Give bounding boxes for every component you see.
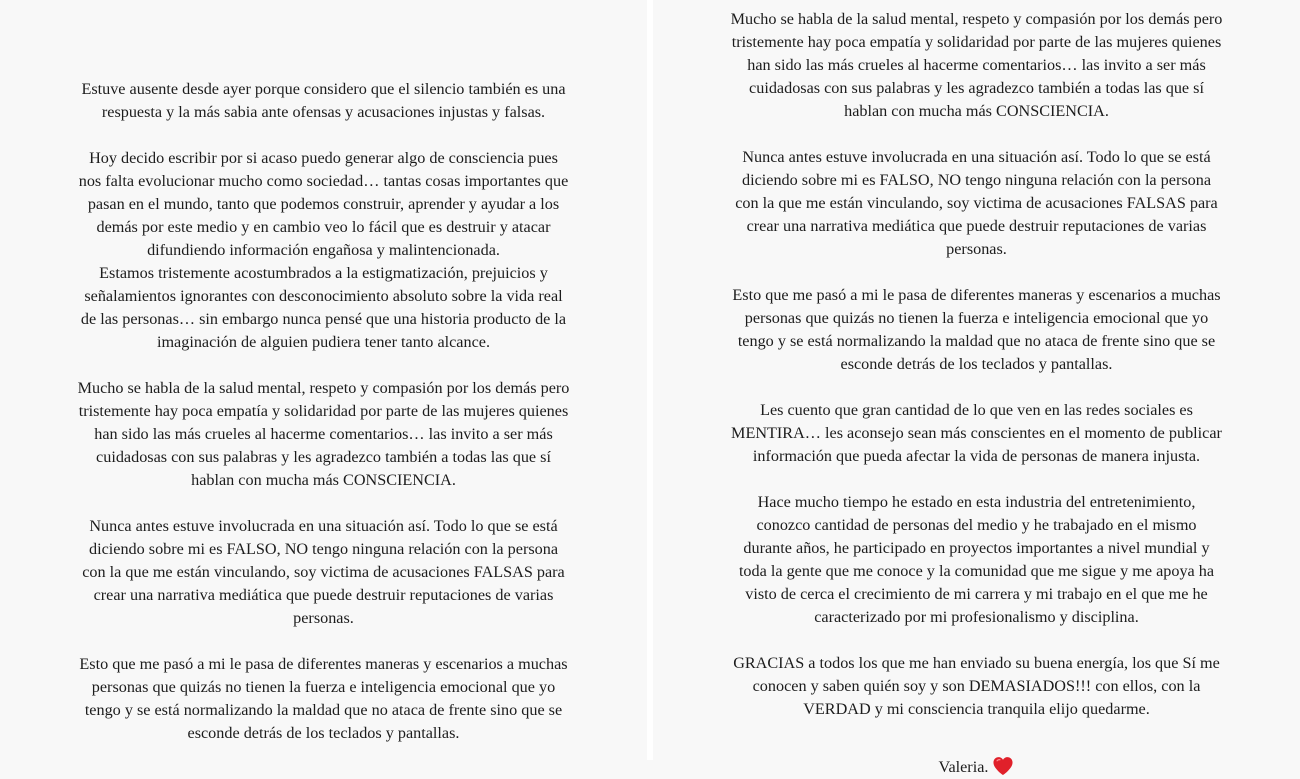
text-line: conocen y saben quién soy y son DEMASIADOS!!! con ellos, con la [752,677,1201,695]
left-paragraph-4 [18,515,629,630]
text-line: Esto que me pasó a mi le pasa de diferentes maneras y escenarios a muchas [732,286,1221,304]
right-paragraph-1 [671,8,1282,123]
text-line: crear una narrativa mediática que puede destruir reputaciones de varias [746,217,1207,235]
text-line: visto de cerca el crecimiento de mi carrera y mi trabajo en el que me he [745,585,1208,603]
text-line: hablan con mucha más CONSCIENCIA. [191,471,456,489]
text-line: esconde detrás de los teclados y pantallas. [187,724,460,742]
text-line: con la que me están vinculando, soy victima de acusaciones FALSAS para [82,563,565,581]
left-paragraph-1 [18,78,629,124]
text-line: demás por este medio y en cambio veo lo fácil que es destruir y atacar [96,218,551,236]
text-line: durante años, he participado en proyectos importantes a nivel mundial y [743,539,1210,557]
text-line: esconde detrás de los teclados y pantallas. [840,355,1113,373]
text-line: MENTIRA… les aconsejo sean más conscientes en el momento de publicar [731,424,1222,442]
text-line: conozco cantidad de personas del medio y he trabajado en el mismo [756,516,1197,534]
text-line: Les cuento que gran cantidad de lo que ven en las redes sociales es [760,401,1193,419]
text-line: tengo y se está normalizando la maldad que no ataca de frente sino que se [84,701,563,719]
right-paragraph-2 [671,146,1282,261]
text-line: Mucho se habla de la salud mental, respeto y compasión por los demás pero [77,379,570,397]
text-line: Nunca antes estuve involucrada en una situación así. Todo lo que se está [742,148,1211,166]
signature-line [671,756,1282,779]
text-line: nos falta evolucionar mucho como sociedad… tantas cosas importantes que [78,172,569,190]
left-story-panel [0,0,647,760]
text-line: pasan en el mundo, tanto que podemos construir, aprender y ayudar a los [87,195,560,213]
right-story-panel [653,0,1300,776]
text-line: hablan con mucha más CONSCIENCIA. [844,102,1109,120]
text-line: personas que quizás no tienen la fuerza e inteligencia emocional que yo [91,678,556,696]
text-line: tristemente hay poca empatía y solidaridad por parte de las mujeres quienes [731,33,1222,51]
text-line: tristemente hay poca empatía y solidaridad por parte de las mujeres quienes [78,402,569,420]
text-line: cuidadosas con sus palabras y les agradezco también a todas las que sí [96,448,551,466]
text-line: diciendo sobre mi es FALSO, NO tengo ninguna relación con la persona [88,540,559,558]
right-paragraph-5 [671,491,1282,629]
text-line: difundiendo información engañosa y malintencionada. [147,241,500,259]
text-line: personas. [293,609,354,627]
text-line: han sido las más crueles al hacerme comentarios… las invito a ser más [94,425,553,443]
right-paragraph-6 [671,652,1282,721]
red-heart-icon [992,756,1014,776]
text-line: imaginación de alguien pudiera tener tanto alcance. [156,333,491,351]
text-line: crear una narrativa mediática que puede destruir reputaciones de varias [93,586,554,604]
text-line: GRACIAS a todos los que me han enviado su buena energía, los que Sí me [733,654,1220,672]
text-line: Estamos tristemente acostumbrados a la estigmatización, prejuicios y [99,264,548,282]
text-line: caracterizado por mi profesionalismo y disciplina. [814,608,1139,626]
text-line: información que pueda afectar la vida de personas de manera injusta. [752,447,1201,465]
right-paragraph-4 [671,399,1282,468]
right-statement-text [671,8,1282,779]
text-line: tengo y se está normalizando la maldad que no ataca de frente sino que se [737,332,1216,350]
text-line: han sido las más crueles al hacerme comentarios… las invito a ser más [747,56,1206,74]
left-statement-text [18,78,629,745]
text-line: respuesta y la más sabia ante ofensas y acusaciones injustas y falsas. [101,103,546,121]
signature [671,756,1282,779]
text-line: toda la gente que me conoce y la comunidad que me sigue y me apoya ha [738,562,1215,580]
left-paragraph-2 [18,147,629,354]
text-line: Mucho se habla de la salud mental, respeto y compasión por los demás pero [730,10,1223,28]
text-line: Esto que me pasó a mi le pasa de diferentes maneras y escenarios a muchas [79,655,568,673]
heart-shape [994,757,1013,775]
left-paragraph-3 [18,377,629,492]
text-line: cuidadosas con sus palabras y les agradezco también a todas las que sí [749,79,1204,97]
text-line: Nunca antes estuve involucrada en una situación así. Todo lo que se está [89,517,558,535]
text-line: personas. [946,240,1007,258]
right-paragraph-3 [671,284,1282,376]
text-line: VERDAD y mi consciencia tranquila elijo quedarme. [803,700,1150,718]
text-line: señalamientos ignorantes con desconocimiento absoluto sobre la vida real [84,287,563,305]
text-line: de las personas… sin embargo nunca pensé que una historia producto de la [80,310,567,328]
text-line: Hace mucho tiempo he estado en esta industria del entretenimiento, [757,493,1196,511]
signature-name: Valeria. [938,758,989,776]
text-line: con la que me están vinculando, soy victima de acusaciones FALSAS para [735,194,1218,212]
text-line: diciendo sobre mi es FALSO, NO tengo ninguna relación con la persona [741,171,1212,189]
left-paragraph-5 [18,653,629,745]
text-line: Hoy decido escribir por si acaso puedo generar algo de consciencia pues [89,149,558,167]
text-line: Estuve ausente desde ayer porque considero que el silencio también es una [81,80,566,98]
text-line: personas que quizás no tienen la fuerza e inteligencia emocional que yo [744,309,1209,327]
